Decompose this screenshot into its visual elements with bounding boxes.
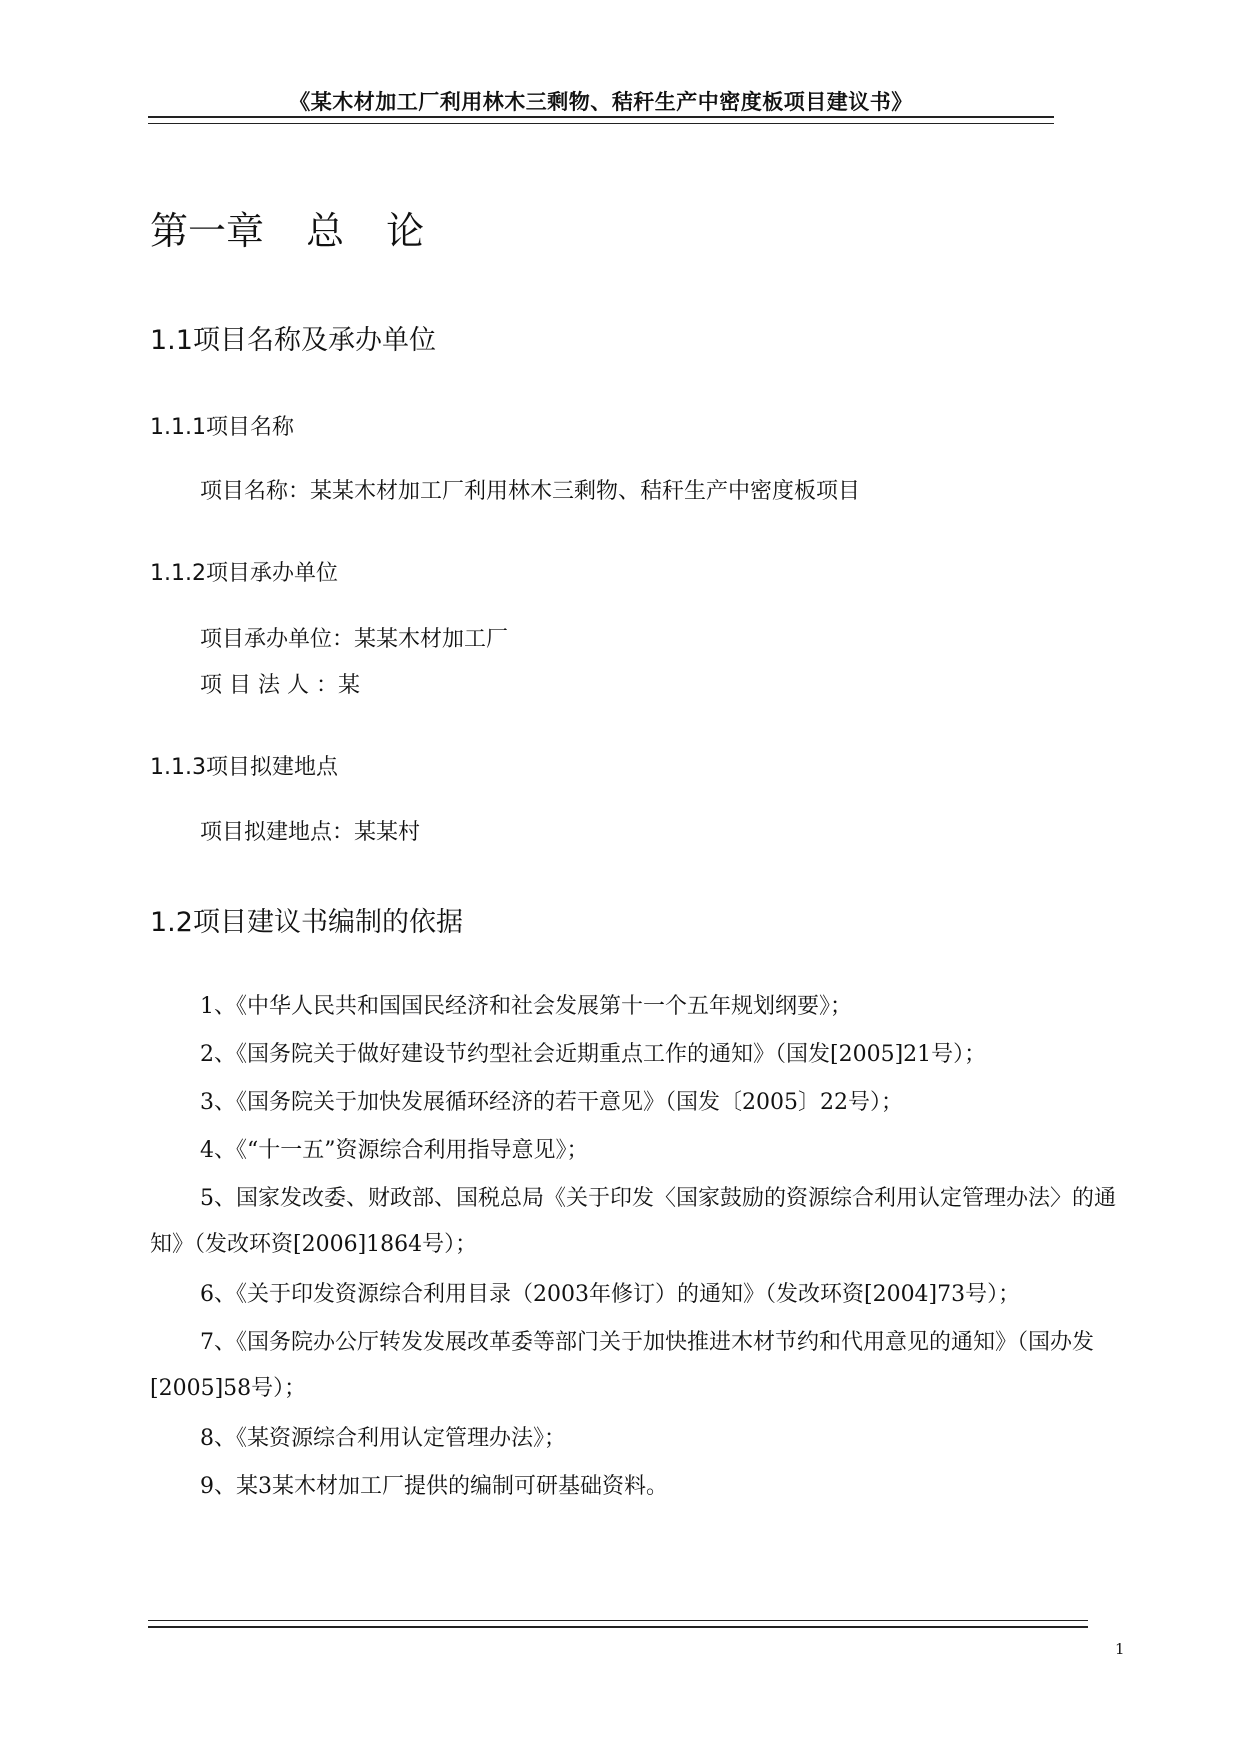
document-header-title: 《某木材加工厂利用林木三剩物、秸秆生产中密度板项目建议书》 [289, 90, 913, 114]
basis-list-item: 5、国家发改委、财政部、国税总局《关于印发〈国家鼓励的资源综合利用认定管理办法〉的通知》（发改环资[2006]1864号）； [150, 1186, 1117, 1257]
basis-list-item: 7、《国务院办公厅转发发展改革委等部门关于加快推进木材节约和代用意见的通知》（国办发[2005]58号）； [150, 1330, 1095, 1401]
subsection-heading-1-1-2: 1.1.2项目承办单位 [150, 561, 338, 586]
chapter-title: 第一章 总 论 [150, 209, 425, 253]
header-divider [148, 116, 1054, 124]
project-legal-person-text: 项 目 法 人 ：某 [200, 673, 360, 698]
page-number: 1 [1115, 1640, 1125, 1658]
basis-list-item: 6、《关于印发资源综合利用目录（2003年修订）的通知》（发改环资[2004]73号）； [200, 1282, 1021, 1307]
basis-list-item: 1、《中华人民共和国国民经济和社会发展第十一个五年规划纲要》； [200, 994, 852, 1019]
section-heading-1-1: 1.1项目名称及承办单位 [150, 325, 436, 356]
subsection-heading-1-1-1: 1.1.1项目名称 [150, 415, 294, 440]
subsection-heading-1-1-3: 1.1.3项目拟建地点 [150, 755, 338, 780]
basis-list-item: 4、《“十一五”资源综合利用指导意见》； [200, 1138, 589, 1163]
project-unit-text: 项目承办单位：某某木材加工厂 [200, 627, 509, 652]
footer-divider [148, 1620, 1088, 1628]
section-heading-1-2: 1.2项目建议书编制的依据 [150, 907, 463, 938]
basis-list-item: 2、《国务院关于做好建设节约型社会近期重点工作的通知》（国发[2005]21号）； [200, 1042, 987, 1067]
project-name-text: 项目名称：某某木材加工厂利用林木三剩物、秸秆生产中密度板项目 [200, 479, 861, 504]
project-location-text: 项目拟建地点：某某村 [200, 820, 421, 845]
basis-list-item: 3、《国务院关于加快发展循环经济的若干意见》（国发〔2005〕22号）； [200, 1090, 903, 1115]
basis-list-item: 9、某3某木材加工厂提供的编制可研基础资料。 [200, 1474, 668, 1499]
basis-list-item: 8、《某资源综合利用认定管理办法》； [200, 1426, 566, 1451]
